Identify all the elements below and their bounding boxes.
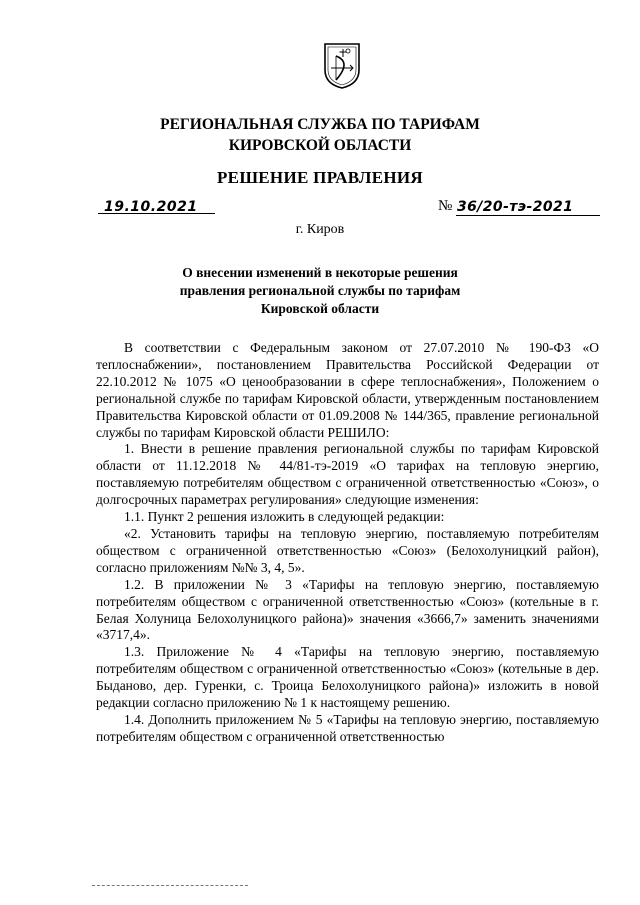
paragraph-preamble: В соответствии с Федеральным законом от 27.07.2010 № 190-ФЗ «О теплоснабжении», постановлением Правительства Российской Федерации от 22.10.2012 № 1075 «О ценообразовании в сфере теплоснабжения», Положением о региональной службе по тарифам Кировской области, утвержденным постановлением Правительства Кировской области от 01.09.2008 № 144/365, правление региональной службы по тарифам Кировской области РЕШИЛО: bbox=[96, 340, 599, 440]
paragraph-item-1-1-text: «2. Установить тарифы на тепловую энергию, поставляемую потребителям обществом с ограниченной ответственностью «Союз» (Белохолуницкий район), согласно приложениям №№ 3, 4, 5». bbox=[96, 525, 599, 575]
document-body bbox=[96, 340, 599, 746]
footer-divider bbox=[92, 885, 248, 886]
paragraph-item-1-4: 1.4. Дополнить приложением № 5 «Тарифы на тепловую энергию, поставляемую потребителям обществом с ограниченной ответственностью bbox=[96, 711, 599, 744]
paragraph-item-1: 1. Внести в решение правления региональной службы по тарифам Кировской области от 11.12.2018 № 44/81-тэ-2019 «О тарифах на тепловую энергию, поставляемую потребителям обществом с ограниченной ответственностью «Союз», о долгосрочных параметрах регулирования» следующие изменения: bbox=[96, 441, 599, 508]
city: г. Киров bbox=[295, 222, 345, 237]
number-underline bbox=[456, 215, 600, 216]
kirov-coat-of-arms-icon bbox=[322, 40, 362, 90]
organization-name bbox=[0, 114, 640, 156]
subject-line-2: правления региональной службы по тарифам bbox=[179, 283, 461, 298]
subject-line-1: О внесении изменений в некоторые решения bbox=[182, 265, 458, 280]
paragraph-item-1-1: 1.1. Пункт 2 решения изложить в следующей редакции: bbox=[124, 509, 445, 525]
organization-line-2: КИРОВСКОЙ ОБЛАСТИ bbox=[228, 137, 412, 154]
decision-number: 36/20-тэ-2021 bbox=[457, 199, 574, 215]
paragraph-item-1-3: 1.3. Приложение № 4 «Тарифы на тепловую энергию, поставляемую потребителям обществом с ограниченной ответственностью «Союз» (котельные в дер. Быданово, дер. Гуренки, с. Троица Белохолуницкого района)» изложить в новой редакции согласно приложению № 1 к настоящему решению. bbox=[96, 644, 599, 711]
paragraph-item-1-2: 1.2. В приложении № 3 «Тарифы на тепловую энергию, поставляемую потребителям обществом с ограниченной ответственностью «Союз» (котельные в г. Белая Холуница Белохолуницкого района)» значения «3666,7» заменить значениями «3717,4». bbox=[96, 576, 599, 643]
document-type-title: РЕШЕНИЕ ПРАВЛЕНИЯ bbox=[217, 168, 423, 187]
decision-date: 19.10.2021 bbox=[104, 199, 198, 215]
number-label: № bbox=[438, 198, 453, 214]
organization-line-1: РЕГИОНАЛЬНАЯ СЛУЖБА ПО ТАРИФАМ bbox=[160, 116, 480, 133]
date-underline bbox=[98, 213, 215, 214]
subject-line-3: Кировской области bbox=[260, 301, 380, 316]
document-subject bbox=[0, 264, 640, 318]
